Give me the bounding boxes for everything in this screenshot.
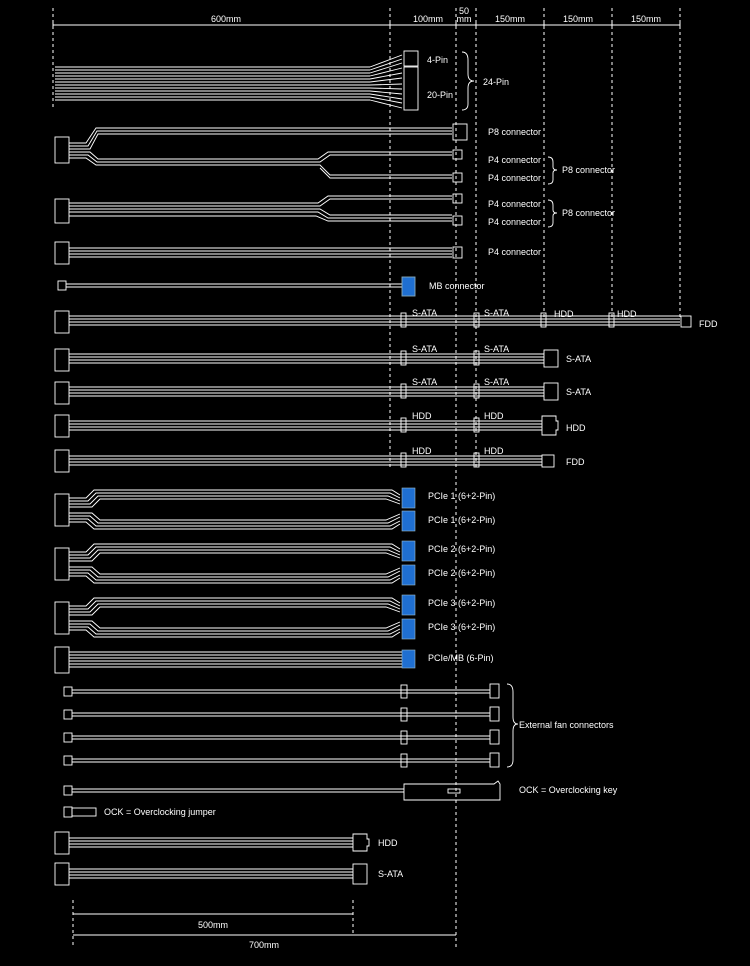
dim-600mm: 600mm: [210, 14, 242, 24]
hdd-label: HDD: [412, 446, 432, 456]
fan-connector-icon: [64, 733, 72, 742]
sata-cable-a: [55, 349, 558, 371]
sata-cable-b: [55, 382, 558, 404]
fdd-label: FDD: [566, 457, 585, 467]
dim-150mm-c: 150mm: [630, 14, 662, 24]
hdd-label: HDD: [566, 423, 586, 433]
fan-label: External fan connectors: [519, 720, 614, 730]
fan-connector-icon: [490, 684, 499, 698]
atx-cable: [55, 51, 474, 110]
fan-connector-icon: [401, 754, 407, 767]
atx-4pin-connector-icon: [404, 51, 418, 66]
fdd-connector-icon: [542, 455, 554, 467]
sata-hdd-fdd-cable: [55, 311, 691, 333]
dim-50-unit: mm: [456, 14, 472, 24]
ock-jumper-label: OCK = Overclocking jumper: [104, 807, 216, 817]
p4-connector-icon: [453, 150, 462, 159]
pcie2-label: PCIe 2 (6+2-Pin): [428, 568, 496, 578]
hdd-label: HDD: [378, 838, 398, 848]
sata-label: S-ATA: [484, 377, 510, 387]
sata-label: S-ATA: [412, 308, 438, 318]
p4-cable: [55, 242, 462, 264]
fan-cables: [64, 684, 518, 767]
modular-plug-icon: [58, 281, 66, 290]
modular-plug-icon: [55, 415, 69, 437]
hdd-label: HDD: [484, 411, 504, 421]
modular-plug-icon: [55, 863, 69, 885]
bottom-dimension-bars: [73, 914, 456, 935]
hdd-fdd-cable: [55, 450, 554, 472]
pcie-connector-icon: [402, 541, 415, 561]
brace-24pin: [462, 52, 474, 110]
p8-combined-label: P8 connector: [562, 165, 616, 175]
modular-plug-icon: [55, 832, 69, 854]
modular-plug-icon: [55, 647, 69, 673]
p4-label: P4 connector: [488, 247, 542, 257]
sata-label: S-ATA: [566, 354, 592, 364]
fan-connector-icon: [490, 730, 499, 744]
sata-connector-icon: [544, 383, 558, 400]
mb-connector-icon: [402, 277, 415, 296]
sata-label: S-ATA: [378, 869, 404, 879]
modular-plug-icon: [55, 311, 69, 333]
ock-connector-icon: [64, 786, 72, 795]
modular-plug-icon: [55, 450, 69, 472]
dim-500mm: 500mm: [197, 920, 229, 930]
p4-label: P4 connector: [488, 173, 542, 183]
fan-connector-icon: [401, 685, 407, 698]
modular-plug-icon: [55, 494, 69, 526]
fan-connector-icon: [64, 756, 72, 765]
dim-50-number: 50: [458, 6, 470, 16]
pcie-cables: [55, 490, 402, 673]
pcie-mb-label: PCIe/MB (6-Pin): [428, 653, 494, 663]
mb-label: MB connector: [429, 281, 485, 291]
sata-label: S-ATA: [484, 344, 510, 354]
ock-key-label: OCK = Overclocking key: [519, 785, 618, 795]
dim-700mm: 700mm: [248, 940, 280, 950]
p4-label: P4 connector: [488, 155, 542, 165]
p8-combined-label: P8 connector: [562, 208, 616, 218]
pcie-connector-icon: [402, 488, 415, 508]
p4-connector-icon: [453, 216, 462, 225]
pcie1-label: PCIe 1 (6+2-Pin): [428, 515, 496, 525]
fan-connector-icon: [490, 753, 499, 767]
sata-label: S-ATA: [566, 387, 592, 397]
ock-jumper-icon: [64, 807, 72, 817]
dim-150mm-b: 150mm: [562, 14, 594, 24]
ock-bracket-icon: [404, 781, 500, 800]
modular-plug-icon: [55, 349, 69, 371]
pcie-connector-icon: [402, 650, 415, 668]
p4-connector-icon: [453, 247, 462, 258]
fan-connector-icon: [401, 708, 407, 721]
modular-plug-icon: [55, 137, 69, 163]
sata-label: S-ATA: [412, 344, 438, 354]
mb-cable: [58, 277, 415, 296]
dim-100mm: 100mm: [412, 14, 444, 24]
pcie2-label: PCIe 2 (6+2-Pin): [428, 544, 496, 554]
p8-label: P8 connector: [488, 127, 542, 137]
modular-plug-icon: [55, 242, 69, 264]
pcie3-label: PCIe 3 (6+2-Pin): [428, 598, 496, 608]
atx-24pin-label: 24-Pin: [483, 77, 510, 87]
modular-plug-icon: [55, 602, 69, 634]
brace-fans: [507, 684, 518, 767]
modular-plug-icon: [55, 382, 69, 404]
ock-key-cable: [64, 781, 500, 800]
modular-plug-icon: [55, 548, 69, 580]
molex-connector-icon: [353, 834, 369, 851]
hdd-label: HDD: [484, 446, 504, 456]
pcie-connectors: [402, 488, 415, 668]
atx-4pin-label: 4-Pin: [427, 55, 449, 65]
molex-connector-icon: [542, 416, 558, 435]
sata-connector-icon: [353, 864, 367, 884]
hdd-label: HDD: [554, 309, 574, 319]
dim-150mm-a: 150mm: [494, 14, 526, 24]
hdd-label: HDD: [412, 411, 432, 421]
fdd-connector-icon: [681, 316, 691, 327]
pcie1-label: PCIe 1 (6+2-Pin): [428, 491, 496, 501]
atx-20pin-connector-icon: [404, 67, 418, 110]
p4-label: P4 connector: [488, 199, 542, 209]
short-cables: [55, 832, 369, 885]
p4-connector-icon: [453, 194, 462, 203]
fan-connector-icon: [401, 731, 407, 744]
p4-p4-cable: [55, 194, 557, 227]
sata-label: S-ATA: [484, 308, 510, 318]
brace-p8-b: [548, 200, 557, 227]
fan-connector-icon: [64, 687, 72, 696]
p4-connector-icon: [453, 173, 462, 182]
atx-20pin-label: 20-Pin: [427, 90, 454, 100]
modular-plug-icon: [55, 199, 69, 223]
hdd-cable: [55, 415, 558, 437]
pcie-connector-icon: [402, 595, 415, 615]
hdd-label: HDD: [617, 309, 637, 319]
ock-jumper: [64, 807, 96, 817]
fan-connector-icon: [64, 710, 72, 719]
p8-p4-cable: [55, 124, 557, 184]
pcie-connector-icon: [402, 565, 415, 585]
fan-connector-icon: [490, 707, 499, 721]
p4-label: P4 connector: [488, 217, 542, 227]
fdd-label: FDD: [699, 319, 718, 329]
pcie-connector-icon: [402, 511, 415, 531]
brace-p8-a: [548, 157, 557, 184]
pcie3-label: PCIe 3 (6+2-Pin): [428, 622, 496, 632]
sata-label: S-ATA: [412, 377, 438, 387]
sata-connector-icon: [544, 350, 558, 367]
p8-connector-icon: [453, 124, 467, 140]
pcie-connector-icon: [402, 619, 415, 639]
